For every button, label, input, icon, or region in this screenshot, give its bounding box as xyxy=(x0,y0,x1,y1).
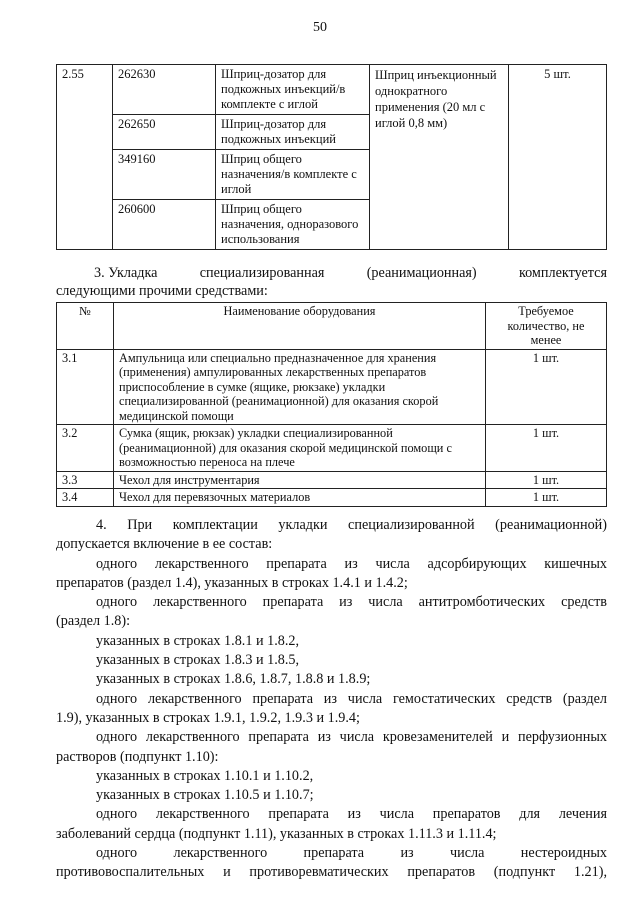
item-code: 262650 xyxy=(113,115,216,150)
item-name: Шприц общего назначения, одноразового использования xyxy=(216,200,370,250)
text-line: указанных в строках 1.8.3 и 1.8.5, xyxy=(96,652,300,669)
text-line: растворов (подпункт 1.10): xyxy=(56,748,219,765)
table-row xyxy=(57,471,607,489)
header-num: № xyxy=(57,303,114,350)
text-line: заболеваний сердца (подпункт 1.11), указанных в строках 1.11.3 и 1.11.4; xyxy=(56,825,497,842)
row-name: Чехол для перевязочных материалов xyxy=(114,489,486,507)
row-num: 3.4 xyxy=(57,489,114,507)
row-qty: 1 шт. xyxy=(486,425,607,472)
text-line: допускается включение в ее состав: xyxy=(56,536,273,553)
item-name: Шприц общего назначения/в комплекте с иглой xyxy=(216,150,370,200)
equipment-table xyxy=(56,302,607,507)
row-name: Сумка (ящик, рюкзак) укладки специализированной (реанимационной) для оказания скорой медицинской помощи с возможностью переноса на плече xyxy=(114,425,486,472)
row-number: 2.55 xyxy=(57,65,113,250)
table-row xyxy=(57,425,607,472)
item-code: 349160 xyxy=(113,150,216,200)
text-line: указанных в строках 1.8.6, 1.8.7, 1.8.8 и 1.8.9; xyxy=(96,671,371,688)
text-line: одного лекарственного препарата из числа препаратов для лечения xyxy=(96,806,607,823)
text-line: 1.9), указанных в строках 1.9.1, 1.9.2, 1.9.3 и 1.9.4; xyxy=(56,709,360,726)
text-line: 4. При комплектации укладки специализированной (реанимационной) xyxy=(96,517,607,533)
text-line: указанных в строках 1.8.1 и 1.8.2, xyxy=(96,632,300,649)
section3-heading xyxy=(56,264,607,301)
row-name: Чехол для инструментария xyxy=(114,471,486,489)
section3-word: 3. Укладка xyxy=(94,265,158,281)
text-line: противовоспалительных и противоревматических препаратов (подпункт 1.21), xyxy=(56,864,607,881)
row-num: 3.3 xyxy=(57,471,114,489)
header-name: Наименование оборудования xyxy=(114,303,486,350)
text-line: одного лекарственного препарата из числа адсорбирующих кишечных xyxy=(96,555,607,572)
item-code: 260600 xyxy=(113,200,216,250)
item-name: Шприц-дозатор для подкожных инъекций/в комплекте с иглой xyxy=(216,65,370,115)
section3-line2: следующими прочими средствами: xyxy=(56,283,268,299)
section3-word: специализированная xyxy=(199,265,325,281)
text-line: одного лекарственного препарата из числа нестероидных xyxy=(96,845,607,862)
item-name: Шприц-дозатор для подкожных инъекций xyxy=(216,115,370,150)
text-line: одного лекарственного препарата из числа кровезаменителей и перфузионных xyxy=(96,729,607,746)
text-line: одного лекарственного препарата из числа гемостатических средств (раздел xyxy=(96,690,607,707)
table-row xyxy=(57,65,607,115)
item-code: 262630 xyxy=(113,65,216,115)
section3-word: комплектуется xyxy=(518,265,607,281)
header-qty: Требуемое количество, не менее xyxy=(486,303,607,350)
text-line: (раздел 1.8): xyxy=(56,613,131,630)
row-qty: 1 шт. xyxy=(486,489,607,507)
table-header-row xyxy=(57,303,607,350)
text-line: препаратов (раздел 1.4), указанных в строках 1.4.1 и 1.4.2; xyxy=(56,574,408,591)
table-row xyxy=(57,489,607,507)
text-line: одного лекарственного препарата из числа антитромботических средств xyxy=(96,594,607,611)
text-line: указанных в строках 1.10.1 и 1.10.2, xyxy=(96,767,314,784)
row-name: Ампульница или специально предназначенное для хранения (применения) ампулированных лекарственных препаратов приспособление в сумке (ящике, рюкзаке) укладки специализированной (реанимационной) для оказания скорой медицинской помощи xyxy=(114,349,486,425)
syringe-table xyxy=(56,64,607,250)
row-qty: 1 шт. xyxy=(486,471,607,489)
row-num: 3.1 xyxy=(57,349,114,425)
page-number: 50 xyxy=(313,20,327,35)
table-row xyxy=(57,349,607,425)
row-num: 3.2 xyxy=(57,425,114,472)
section4-body xyxy=(56,516,607,883)
group-name: Шприц инъекционный однократного применения (20 мл с иглой 0,8 мм) xyxy=(370,65,509,250)
section3-word: (реанимационная) xyxy=(366,265,477,281)
text-line: указанных в строках 1.10.5 и 1.10.7; xyxy=(96,787,314,804)
row-qty: 1 шт. xyxy=(486,349,607,425)
quantity: 5 шт. xyxy=(509,65,607,250)
